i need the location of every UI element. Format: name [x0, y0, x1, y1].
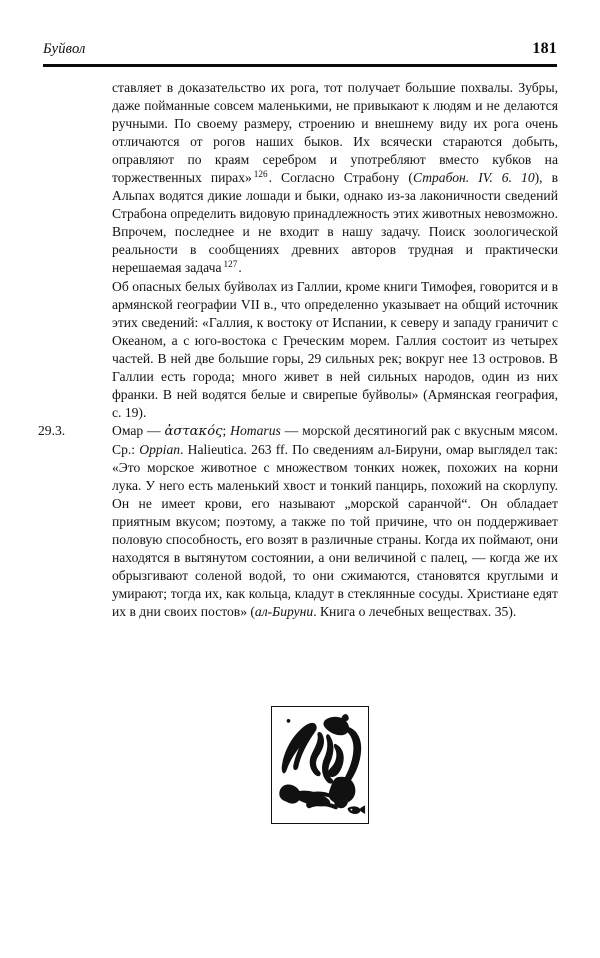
paragraph-1-tail-c: . [238, 260, 242, 276]
entry-dash-2: — [280, 422, 303, 438]
page-number: 181 [532, 40, 557, 57]
page-title: Буйвол [43, 41, 86, 57]
paragraph-continuation [112, 79, 558, 278]
paragraph-2 [112, 278, 558, 422]
marine-ink-illustration [272, 707, 367, 822]
entry-source-rest: . Halieutica. 263 ff. По сведениям ал-Бируни, омар выглядел так: «Это морское животное с множеством тонких ножек, похожих на корни лука. У него есть маленький хвост и тонкий панцирь, похожий на скорлупу. Он не имеет крови, его называют „морской саранчой“. Он обладает приятным вкусом; поэтому, а также по той причине, что он поддерживает половую способность, его возят в различные страны. Когда их поймают, они находятся в вытянутом состоянии, а они величиной с палец, — когда же их обрызгивают соленой водой, то они сжимаются, становятся круглыми и умирают; тогда их, как кольца, кладут в стеклянные сосуды. Христиане едят их в дни своих постов» ( [112, 441, 558, 620]
entry-greek-term: ἀστακός [164, 423, 223, 439]
body-text-column [38, 79, 559, 621]
entry-dash-1: — [143, 422, 165, 438]
paragraph-1-tail-a: . Согласно Страбону ( [268, 170, 413, 186]
paragraph-1-text: ставляет в доказательство их рога, тот получает большие похвалы. Зубры, даже пойманные совсем маленькими, не привыкают к людям и не делаются ручными. По своему размеру, строению и внешнему виду их рога очень отличаются от рогов наших быков. Их всячески стараются добыть, оправляют по краям серебром и употребляют вместо кубков на торжественных пирах» [112, 80, 558, 186]
footnote-marker-126: 126 [253, 168, 268, 179]
paragraph-2-text: Об опасных белых буйволах из Галлии, кроме книги Тимофея, говорится и в армянской географии VII в., что определенно указывает на общий источник этих сведений: «Галлия, к востоку от Испании, к северу и западу граничит с Океаном, а с юго-востока с Греческим морем. Галлия состоит из четырех частей. В ней две большие горы, 29 сильных рек; вокруг нее 13 островов. В Галлии есть города; много живет в ней сильных народов, один из них франки. В ней водятся белые и свирепые буйволы» (Армянская география, с. 19). [112, 278, 558, 420]
entry-final-citation-rest: . Книга о лечебных веществах. 35). [313, 604, 517, 620]
header-divider-rule [43, 64, 557, 67]
footnote-marker-127: 127 [223, 258, 238, 269]
citation-strabo: Страбон. IV. 6. 10 [412, 170, 535, 186]
entry-source-author: Oppian [139, 441, 181, 457]
entry-lemma: Омар [112, 422, 144, 438]
entry-definition: морской десятиногий рак с вкусным мясом. Ср.: [112, 422, 559, 457]
entry-29-3 [38, 422, 559, 622]
paragraph-1-tail-b: ), в Альпах водятся дикие лошади и быки, однако из-за лаконичности сведений Страбона определить видовую принадлежность этих животных невозможно. Впрочем, последнее и не входит в нашу задачу. Поиск зоологической реальности в сообщениях древних авторов трудная и практически нерешаемая задача [112, 170, 559, 276]
entry-final-citation-author: ал-Бируни [254, 604, 314, 620]
entry-latin-name: Homarus [230, 422, 281, 438]
illustration-frame [271, 706, 369, 824]
section-number: 29.3. [38, 422, 66, 438]
running-header [43, 40, 557, 58]
entry-semicolon: ; [222, 422, 231, 438]
